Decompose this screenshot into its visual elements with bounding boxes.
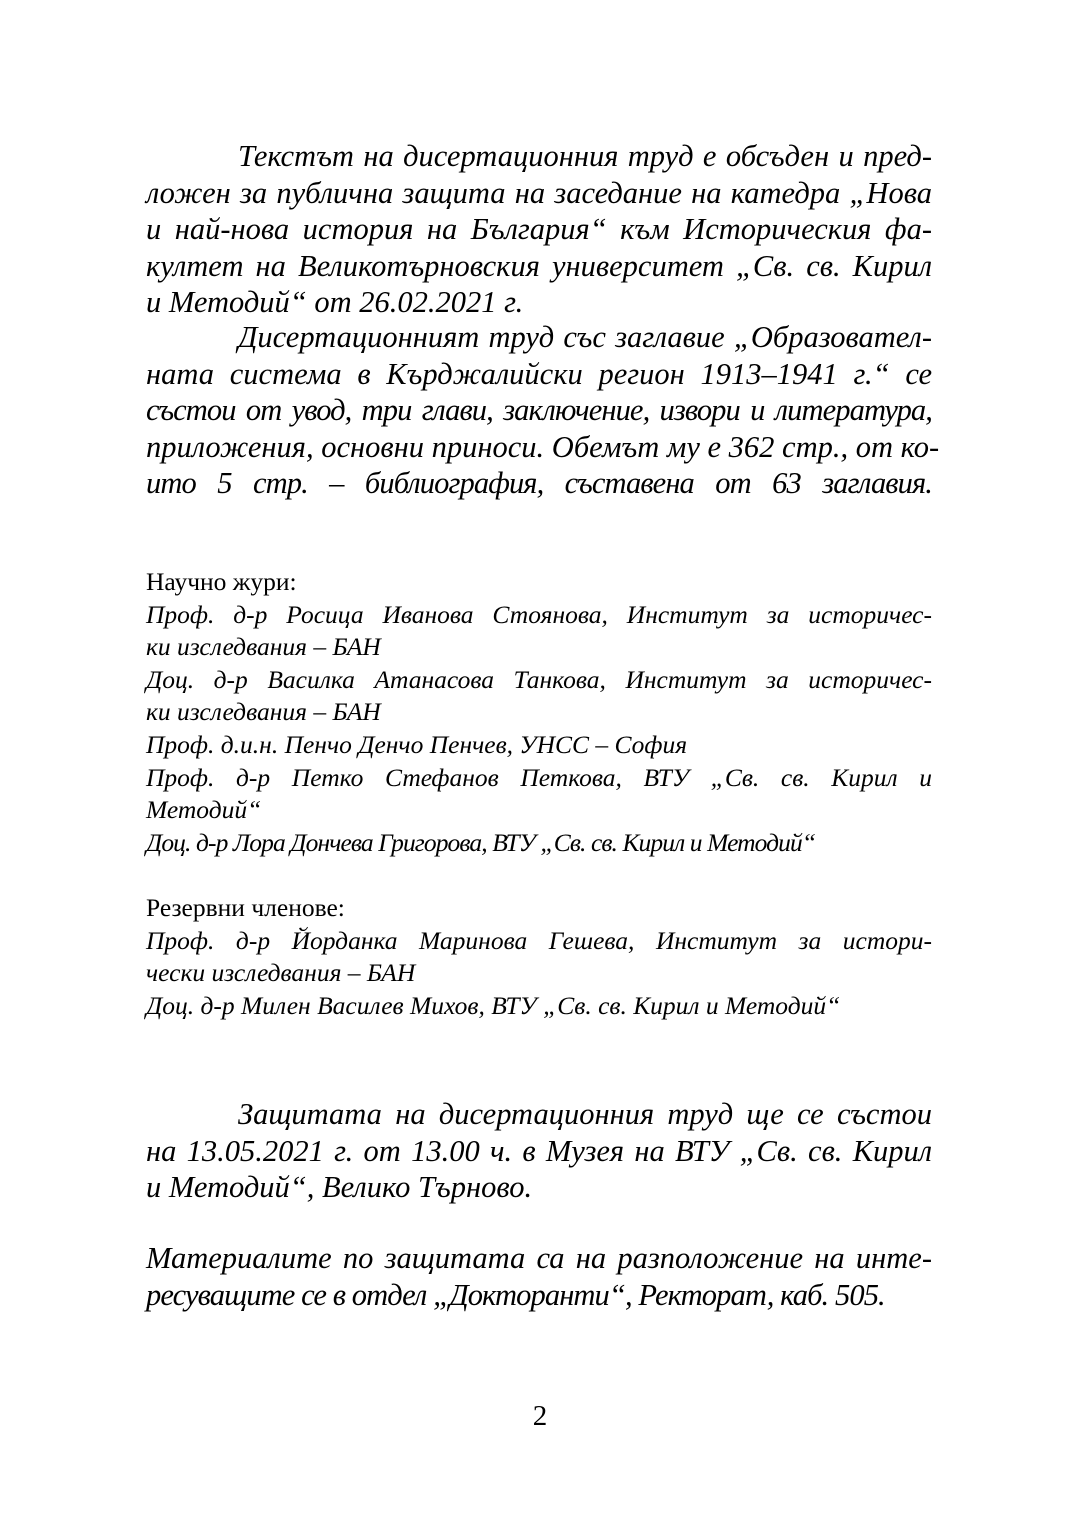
jury-member-line: Доц. д-р Василка Атанасова Танкова, Институт за историчес-: [146, 664, 932, 694]
text-line: ната система в Кърджалийски регион 1913–1941 г.“ се: [146, 356, 932, 391]
paragraph-discussion: [146, 138, 932, 321]
jury-member-line: ки изследвания – БАН: [146, 632, 381, 662]
jury-member-line: Доц. д-р Лора Дончева Григорова, ВТУ „Св. св. Кирил и Методий“: [146, 827, 816, 857]
reserve-members: [146, 892, 932, 1022]
paragraph-materials: [146, 1240, 932, 1313]
reserve-member-line: Доц. д-р Милен Василев Михов, ВТУ „Св. св. Кирил и Методий“: [146, 990, 841, 1020]
text-line: Дисертационният труд със заглавие „Образовател-: [238, 320, 932, 354]
text-line: състои от увод, три глави, заключение, извори и литература,: [146, 393, 932, 427]
paragraph-defense: [146, 1096, 932, 1206]
text-line: ложен за публична защита на заседание на катедра „Нова: [146, 175, 932, 210]
jury-member-line: ки изследвания – БАН: [146, 697, 381, 727]
jury-member-line: Проф. д.и.н. Пенчо Денчо Пенчев, УНСС – София: [146, 729, 688, 759]
text-line: ресуващите се в отдел „Докторанти“, Ректорат, каб. 505.: [146, 1277, 885, 1312]
text-line: Материалите по защитата са на разположение на инте-: [146, 1241, 932, 1275]
text-line: и Методий“, Велико Търново.: [146, 1170, 533, 1204]
jury-member-line: Проф. д-р Петко Стефанов Петкова, ВТУ „Св. св. Кирил и: [146, 762, 932, 792]
text-line: Защитата на дисертационния труд ще се състои: [238, 1097, 932, 1131]
text-line: и най-нова история на България“ към Историческия фа-: [146, 212, 932, 246]
text-line: приложения, основни приноси. Обемът му е 362 стр., от ко-: [146, 429, 940, 464]
jury-member-line: Методий“: [146, 795, 262, 825]
text-line: ито 5 стр. – библиография, съставена от 63 заглавия.: [146, 466, 932, 500]
reserve-heading: Резервни членове:: [146, 893, 345, 922]
paragraph-structure: [146, 319, 940, 502]
page-number: 2: [532, 1400, 548, 1432]
reserve-member-line: чески изследвания – БАН: [146, 958, 416, 988]
reserve-member-line: Проф. д-р Йорданка Маринова Гешева, Институт за истори-: [146, 925, 932, 955]
scientific-jury: [146, 566, 932, 859]
jury-heading: Научно жури:: [146, 567, 297, 596]
jury-member-line: Проф. д-р Росица Иванова Стоянова, Институт за историчес-: [146, 599, 932, 629]
text-line: култет на Великотърновския университет „Св. св. Кирил: [146, 248, 932, 283]
text-line: Текстът на дисертационния труд е обсъден и пред-: [238, 139, 932, 173]
text-line: и Методий“ от 26.02.2021 г.: [146, 285, 524, 319]
text-line: на 13.05.2021 г. от 13.00 ч. в Музея на ВТУ „Св. св. Кирил: [146, 1133, 932, 1168]
